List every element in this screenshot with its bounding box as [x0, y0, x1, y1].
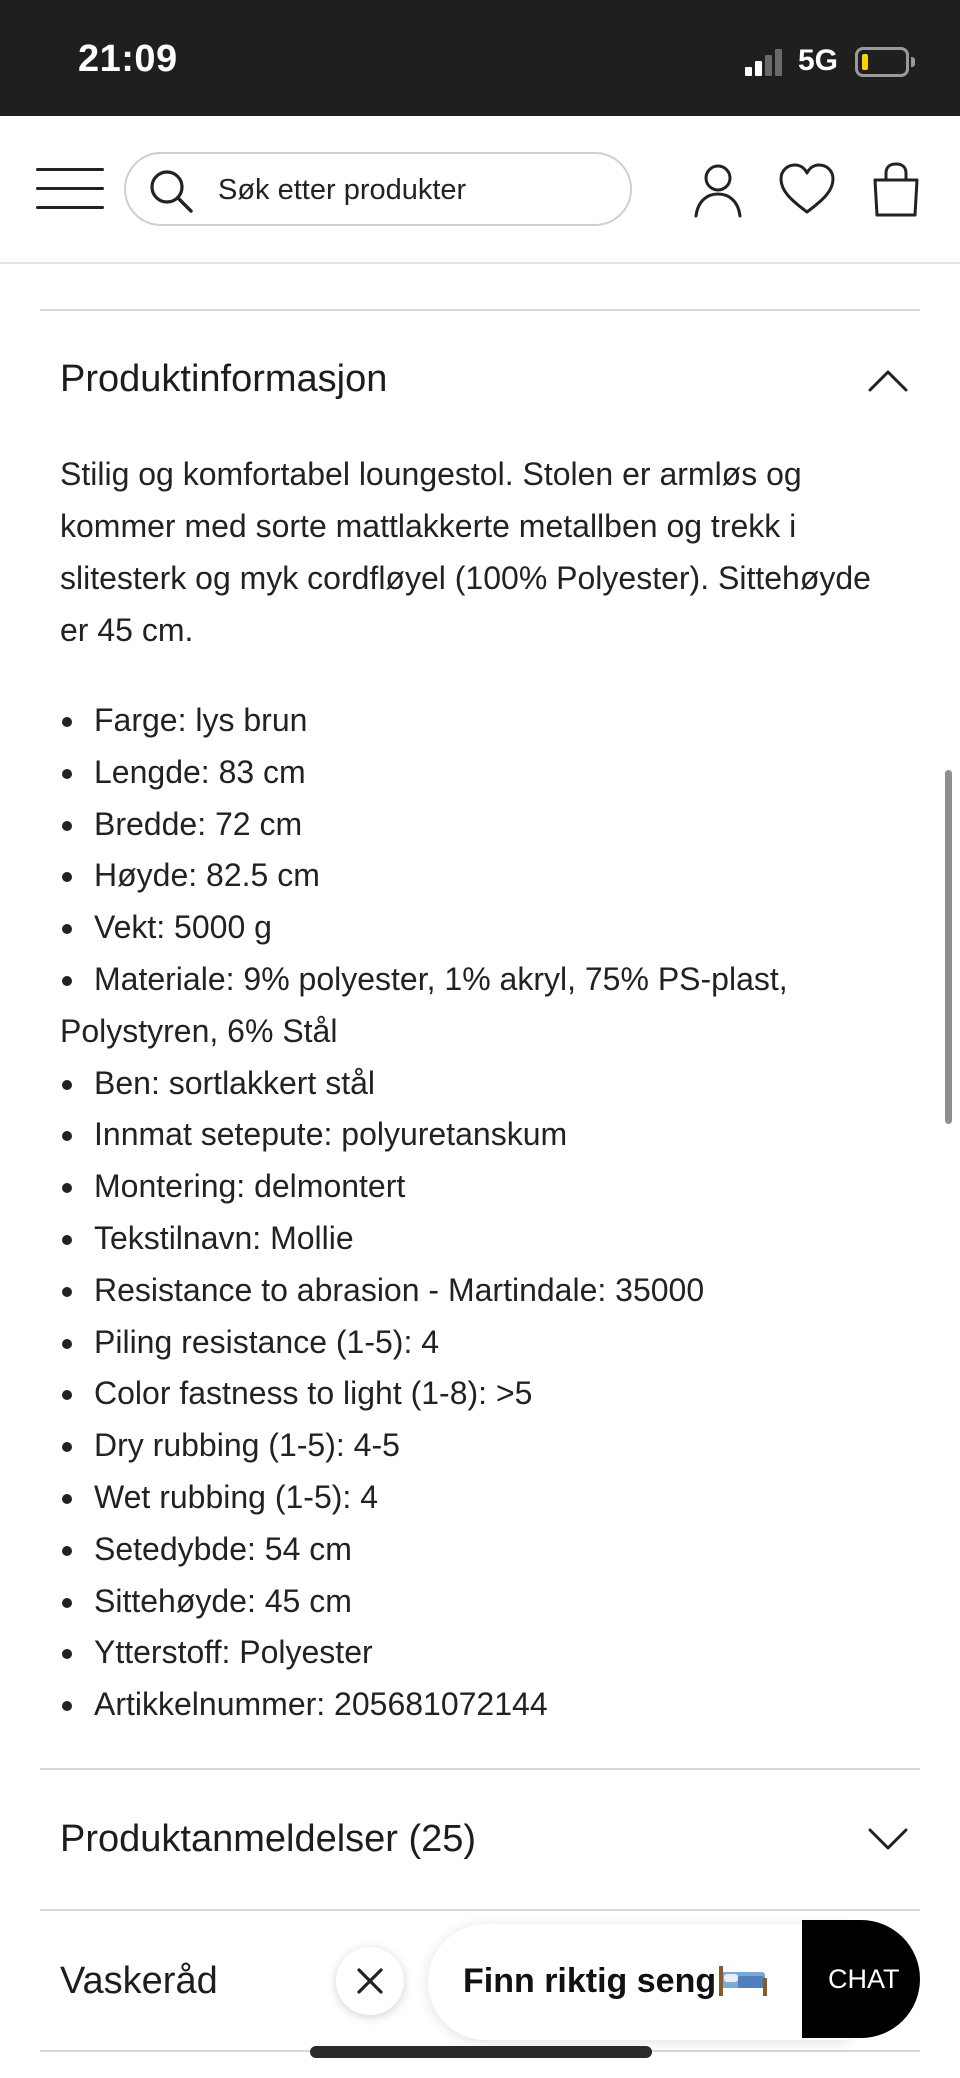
- status-bar: [0, 0, 960, 116]
- section-divider: [40, 309, 920, 311]
- washing-title[interactable]: Vaskeråd: [60, 1960, 218, 2002]
- spec-item: Innmat setepute: polyuretanskum: [60, 1109, 920, 1161]
- site-header: [0, 116, 960, 264]
- spec-item: Ytterstoff: Polyester: [60, 1627, 920, 1679]
- spec-item: Ben: sortlakkert stål: [60, 1058, 920, 1110]
- product-description: Stilig og komfortabel loungestol. Stolen er armløs og kommer med sorte mattlakkerte metallben og trekk i slitesterk og myk cordfløyel (100% Polyester). Sittehøyde er 45 cm.: [60, 456, 871, 648]
- wishlist-heart-icon[interactable]: [777, 160, 837, 220]
- shopping-bag-icon[interactable]: [866, 160, 926, 220]
- spec-item: Materiale: 9% polyester, 1% akryl, 75% PS-plast, Polystyren, 6% Stål: [60, 954, 920, 1058]
- close-promo-button[interactable]: [336, 1947, 404, 2015]
- chat-button[interactable]: [802, 1920, 920, 2038]
- promo-text: Finn riktig seng: [463, 1962, 717, 2000]
- search-input[interactable]: [216, 164, 620, 216]
- bed-icon: [718, 1962, 768, 1998]
- spec-item: Montering: delmontert: [60, 1161, 920, 1213]
- status-time: 21:09: [78, 38, 178, 80]
- spec-item: Setedybde: 54 cm: [60, 1524, 920, 1576]
- spec-item: Dry rubbing (1-5): 4-5: [60, 1420, 920, 1472]
- chevron-down-icon[interactable]: [866, 1826, 910, 1854]
- promo-banner[interactable]: [428, 1924, 848, 2040]
- spec-item: Farge: lys brun: [60, 695, 920, 747]
- spec-item: Sittehøyde: 45 cm: [60, 1576, 920, 1628]
- spec-item: Bredde: 72 cm: [60, 799, 920, 851]
- chat-label: CHAT: [828, 1964, 900, 1994]
- spec-item: Wet rubbing (1-5): 4: [60, 1472, 920, 1524]
- section-divider: [40, 1768, 920, 1770]
- spec-list: [60, 695, 920, 1731]
- spec-item: Artikkelnummer: 205681072144: [60, 1679, 920, 1731]
- spec-item: Vekt: 5000 g: [60, 902, 920, 954]
- scrollbar[interactable]: [945, 770, 952, 1124]
- reviews-title[interactable]: Produktanmeldelser (25): [60, 1818, 477, 1860]
- search-icon: [148, 168, 194, 214]
- menu-button[interactable]: [36, 166, 104, 212]
- chevron-up-icon[interactable]: [866, 366, 910, 394]
- section-divider: [40, 1909, 920, 1911]
- signal-strength-icon: [745, 48, 785, 76]
- spec-item: Resistance to abrasion - Martindale: 35000: [60, 1265, 920, 1317]
- spec-item: Color fastness to light (1-8): >5: [60, 1368, 920, 1420]
- spec-item: Tekstilnavn: Mollie: [60, 1213, 920, 1265]
- search-bar[interactable]: [124, 152, 632, 226]
- account-icon[interactable]: [688, 160, 748, 220]
- network-label: 5G: [798, 44, 839, 77]
- close-icon: [356, 1967, 384, 1995]
- spec-item: Høyde: 82.5 cm: [60, 850, 920, 902]
- home-indicator[interactable]: [310, 2046, 652, 2058]
- battery-icon: [855, 47, 909, 77]
- spec-item: Lengde: 83 cm: [60, 747, 920, 799]
- spec-item: Piling resistance (1-5): 4: [60, 1317, 920, 1369]
- product-info-title[interactable]: Produktinformasjon: [60, 358, 388, 400]
